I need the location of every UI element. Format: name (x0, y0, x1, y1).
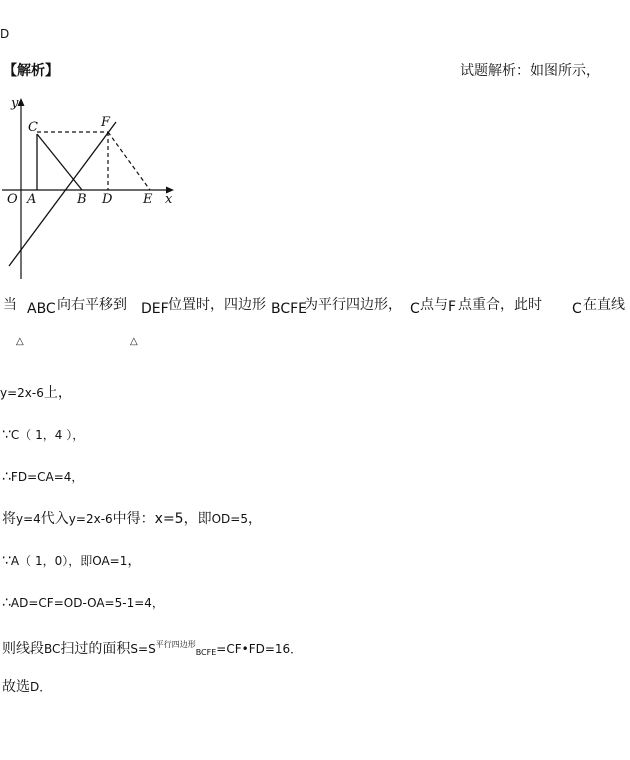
line-a-comma: ， (127, 553, 142, 569)
because-symbol-2: ∵ (2, 553, 11, 569)
line-sub-a: y=4 (16, 512, 41, 526)
line-fd (2, 469, 83, 485)
para1-position: 位置时，四边形 (168, 297, 266, 313)
line-sub-p1: 将 (2, 511, 16, 527)
para1-bcfe: BCFE (271, 301, 308, 317)
para1-when: 当 (3, 297, 17, 313)
line-y-2x-6 (9, 122, 116, 266)
because-symbol: ∵ (2, 427, 11, 443)
line-area-rest: =CF•FD=16． (216, 642, 303, 656)
line-area-bc: BC (44, 642, 61, 656)
line-c (2, 427, 84, 443)
line-area-sub1: 平行四边形 (155, 640, 196, 649)
line-final (2, 679, 51, 695)
line-ad (2, 595, 164, 611)
label-c: C (28, 120, 38, 135)
line-a-text: A（ 1，0），即 (10, 554, 93, 568)
answer-letter: D (0, 27, 10, 41)
section-label: 【解析】 (3, 63, 59, 79)
label-d: D (102, 192, 113, 207)
header-right-text: 试题解析：如图所示， (460, 63, 600, 79)
para1-c1: C (410, 301, 420, 317)
label-e: E (143, 192, 153, 207)
para1-on-line: 在直线 (583, 297, 625, 313)
para1-f: F (448, 299, 457, 315)
segment-cb (37, 134, 82, 190)
line-sub-c: OD=5 (211, 512, 248, 526)
line-sub-b: y=2x-6 (68, 512, 113, 526)
para1-coincide: 点重合，此时 (458, 297, 542, 313)
line-fd-text: FD=CA=4， (10, 470, 84, 484)
line-ad-text: AD=CF=OD-OA=5-1=4， (10, 596, 164, 610)
line-c-text: C（ 1，4 ）， (10, 428, 85, 442)
label-a: A (27, 192, 37, 207)
y-axis-arrow (18, 98, 25, 106)
para1-c2: C (572, 301, 582, 317)
para1-parallelogram: 为平行四边形， (304, 297, 402, 313)
line-final-d: D． (30, 680, 52, 694)
line-eq-tail: 上， (43, 385, 72, 401)
triangle-symbol-def: △ (130, 336, 138, 347)
line-area-p1: 则线段 (2, 641, 44, 657)
line-a (2, 553, 141, 569)
line-sub-p2: 代入 (40, 511, 69, 527)
label-x: x (165, 192, 173, 207)
line-area-s: S=S (130, 642, 156, 656)
label-o: O (7, 192, 18, 207)
line-sub-p3: 中得：x=5，即 (112, 511, 212, 527)
line-area-sub2: BCFE (195, 648, 217, 657)
para1-def: DEF (141, 301, 169, 317)
segment-fe-dashed (108, 132, 150, 190)
para1-point-and: 点与 (420, 297, 448, 313)
line-a-oa: OA=1 (92, 554, 128, 568)
line-sub (2, 511, 262, 527)
para1-move-right: 向右平移到 (57, 297, 127, 313)
line-final-p: 故选 (2, 679, 30, 695)
line-eq-formula: y=2x-6 (0, 386, 44, 400)
therefore-symbol: ∴ (2, 469, 11, 485)
triangle-symbol-abc: △ (16, 336, 24, 347)
line-area (2, 637, 302, 661)
line-eq (0, 385, 72, 401)
label-b: B (77, 192, 87, 207)
line-area-p2: 扫过的面积 (60, 641, 131, 657)
coordinate-figure (0, 94, 190, 284)
label-y: y (11, 96, 19, 111)
line-sub-p4: ， (247, 511, 262, 527)
para1-abc: ABC (27, 301, 56, 317)
label-f: F (101, 115, 111, 130)
therefore-symbol-2: ∴ (2, 595, 11, 611)
